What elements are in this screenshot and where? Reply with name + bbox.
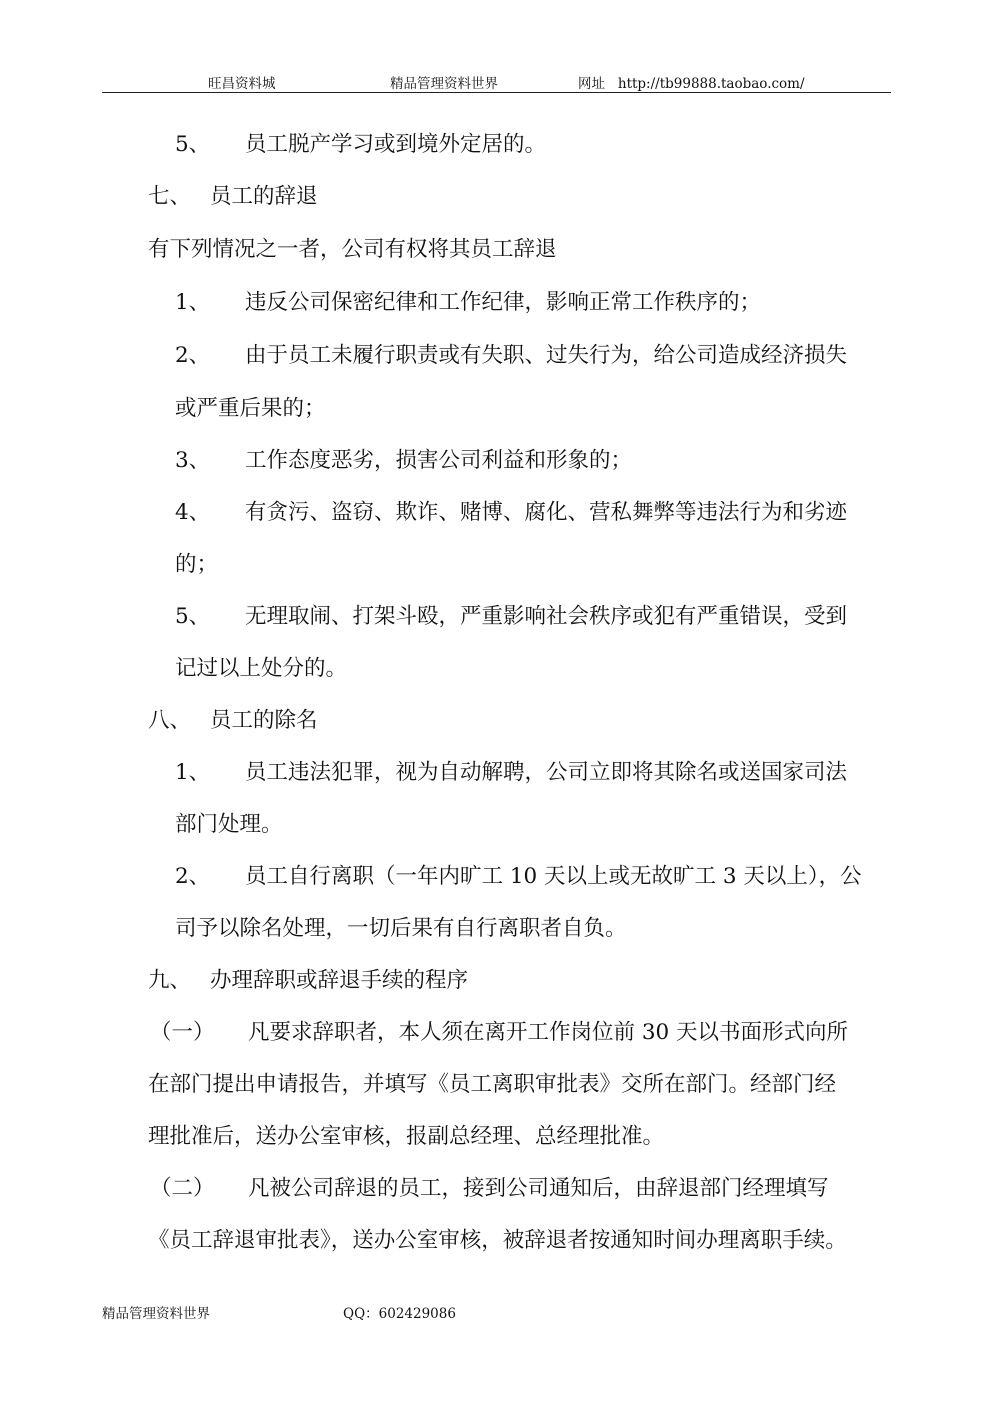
- header-website-url[interactable]: http://tb99888.taobao.com/: [617, 76, 805, 92]
- header-rule: [102, 92, 891, 93]
- footer-qq: QQ：602429086: [343, 1306, 456, 1322]
- footer-left: 精品管理资料世界: [102, 1306, 210, 1322]
- header-center: 精品管理资料世界: [390, 76, 498, 92]
- header-left: 旺昌资料城: [208, 76, 276, 92]
- header-website: [578, 72, 805, 92]
- header-website-label: 网址: [578, 76, 605, 92]
